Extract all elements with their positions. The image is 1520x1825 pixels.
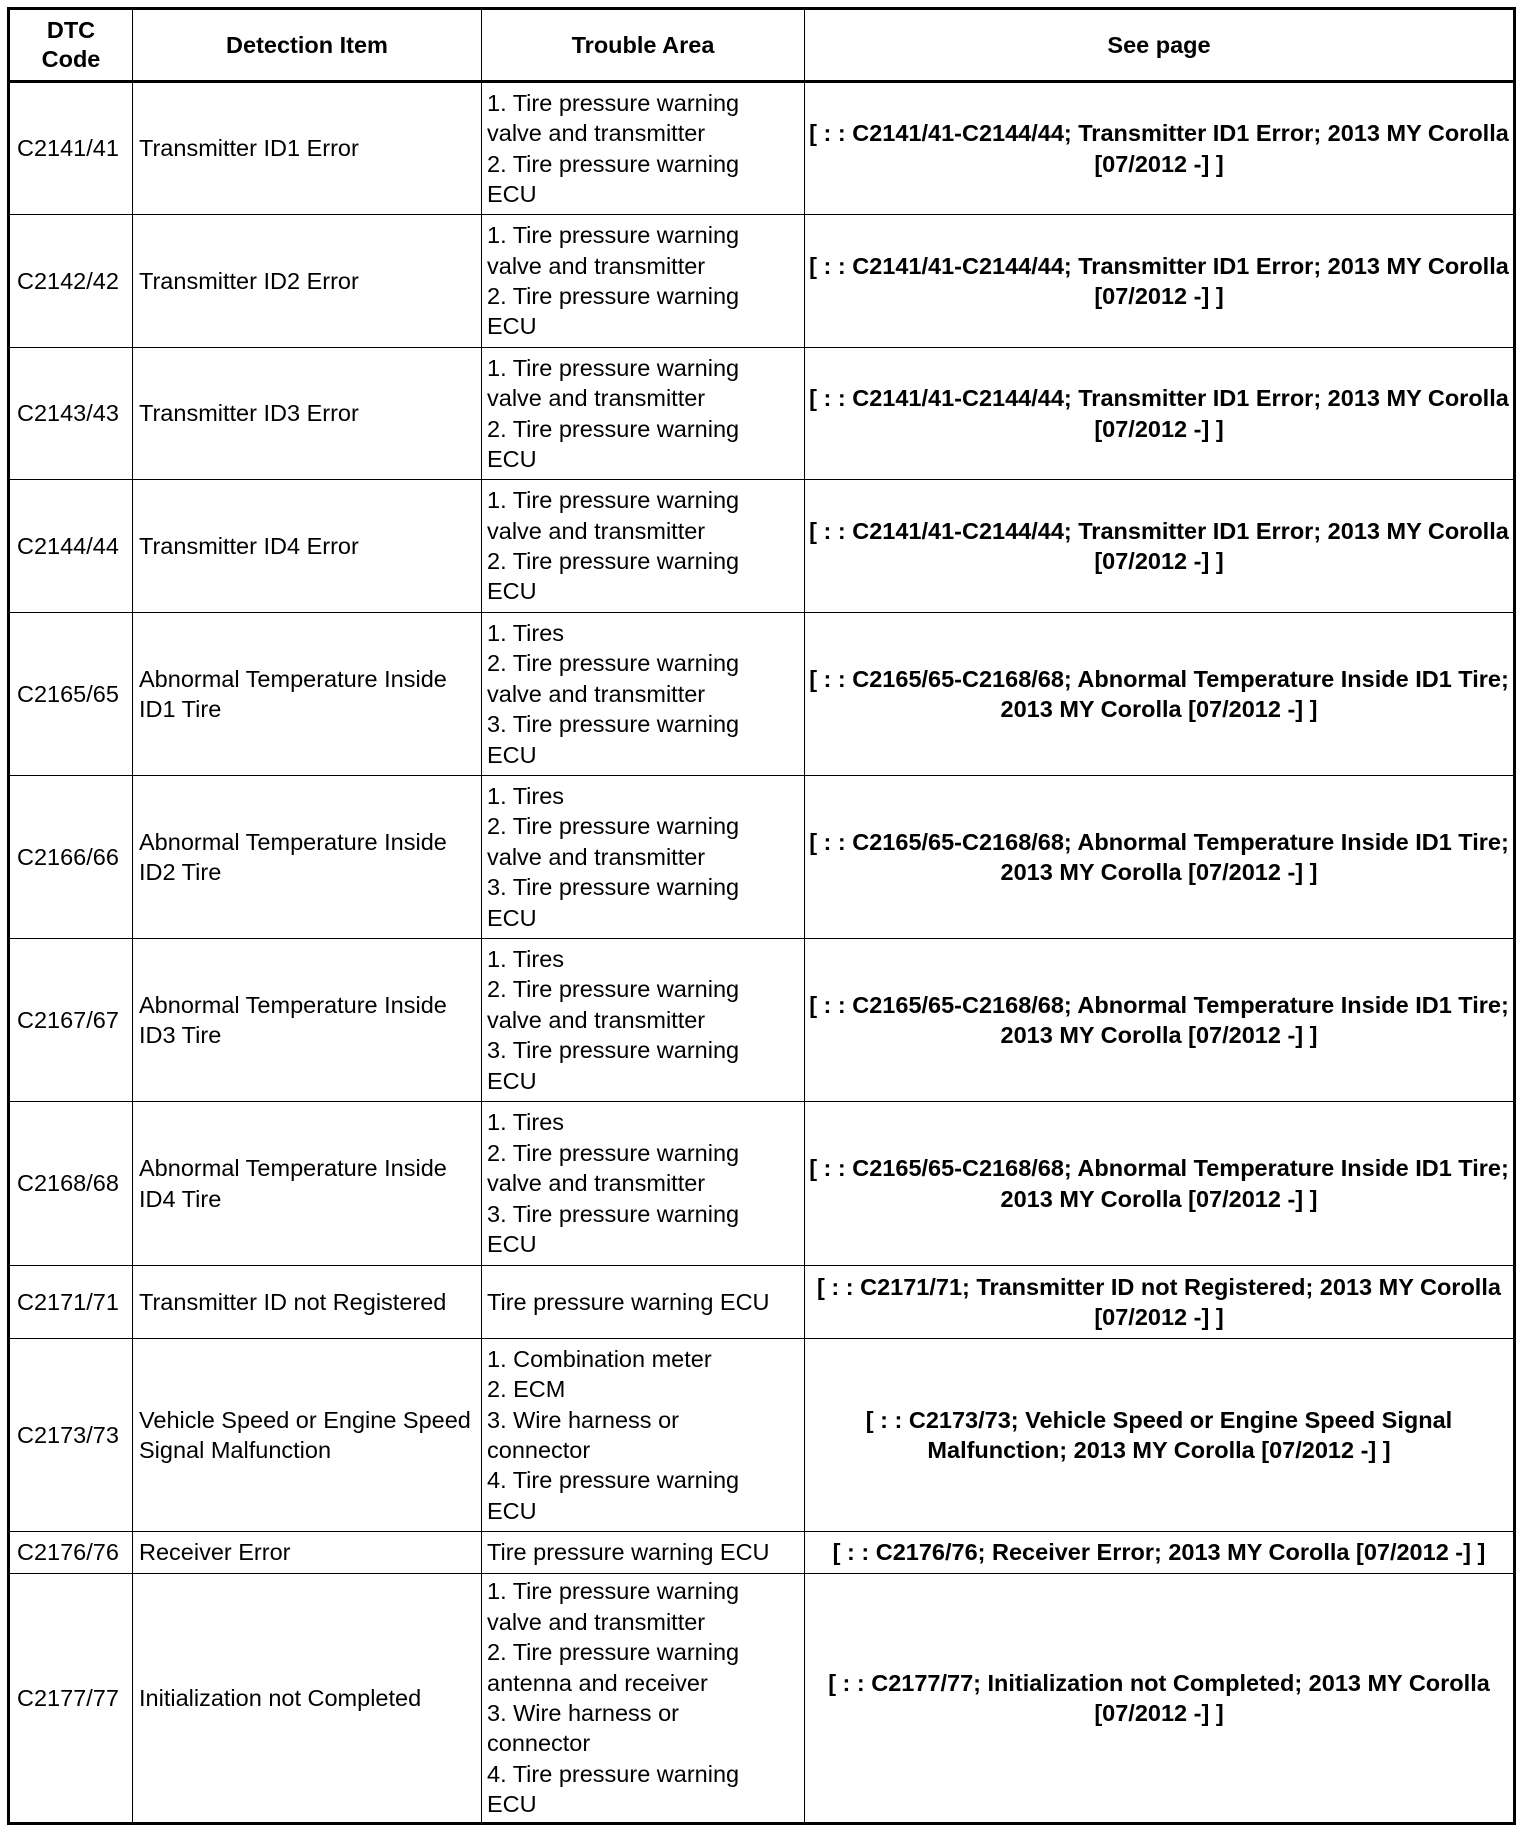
- table-row: [9, 82, 1515, 215]
- dtc-code-cell: C2167/67: [9, 939, 133, 1102]
- trouble-area-line: 4. Tire pressure warning: [487, 1467, 740, 1494]
- see-page-link[interactable]: [ : : C2177/77; Initialization not Completed; 2013 MY Corolla [07/2012 -] ]: [805, 1574, 1515, 1824]
- trouble-area-line: ECU: [487, 180, 537, 207]
- trouble-area-line: 1. Tire pressure warning: [487, 222, 740, 249]
- trouble-area-line: 1. Tire pressure warning: [487, 354, 740, 381]
- trouble-area-line: 1. Tires: [487, 619, 565, 646]
- trouble-area-cell: [482, 1532, 805, 1574]
- trouble-area-line: antenna and receiver: [487, 1669, 708, 1696]
- dtc-code-cell: C2143/43: [9, 348, 133, 480]
- trouble-area-line: 1. Tires: [487, 945, 565, 972]
- trouble-area-line: ECU: [487, 1497, 537, 1524]
- dtc-code-cell: C2141/41: [9, 82, 133, 215]
- dtc-code-cell: C2171/71: [9, 1266, 133, 1339]
- trouble-area-line: 3. Wire harness or: [487, 1700, 679, 1726]
- table-row: [9, 1266, 1515, 1339]
- trouble-area-line: 3. Tire pressure warning: [487, 1037, 740, 1064]
- detection-item-cell: Transmitter ID2 Error: [133, 215, 482, 348]
- detection-item-cell: Initialization not Completed: [133, 1574, 482, 1824]
- trouble-area-line: 3. Wire harness or: [487, 1406, 679, 1433]
- trouble-area-line: valve and transmitter: [487, 120, 706, 147]
- see-page-link[interactable]: [ : : C2165/65-C2168/68; Abnormal Temperature Inside ID1 Tire; 2013 MY Corolla [07/2012 -] ]: [805, 939, 1515, 1102]
- trouble-area-line: connector: [487, 1437, 591, 1463]
- dtc-table-body: [9, 82, 1515, 1824]
- trouble-area-line: 1. Tire pressure warning: [487, 487, 740, 514]
- trouble-area-line: valve and transmitter: [487, 385, 706, 412]
- trouble-area-line: valve and transmitter: [487, 1608, 706, 1635]
- trouble-area-line: ECU: [487, 1067, 537, 1094]
- dtc-table: [7, 7, 1516, 1825]
- header-row: [9, 9, 1515, 82]
- dtc-code-cell: C2177/77: [9, 1574, 133, 1824]
- trouble-area-line: ECU: [487, 1791, 537, 1818]
- header-see-page: See page: [805, 9, 1515, 82]
- trouble-area-line: 1. Tire pressure warning: [487, 89, 740, 116]
- trouble-area-line: 2. Tire pressure warning: [487, 150, 740, 177]
- trouble-area-line: valve and transmitter: [487, 680, 706, 707]
- trouble-area-line: 1. Tire pressure warning: [487, 1578, 740, 1605]
- detection-item-cell: Abnormal Temperature Inside ID2 Tire: [133, 776, 482, 939]
- trouble-area-line: ECU: [487, 1231, 537, 1258]
- see-page-link[interactable]: [ : : C2141/41-C2144/44; Transmitter ID1 Error; 2013 MY Corolla [07/2012 -] ]: [805, 82, 1515, 215]
- trouble-area-line: 2. Tire pressure warning: [487, 813, 740, 840]
- trouble-area-cell: [482, 1574, 805, 1824]
- dtc-code-cell: C2173/73: [9, 1339, 133, 1532]
- detection-item-cell: Transmitter ID not Registered: [133, 1266, 482, 1339]
- trouble-area-line: 3. Tire pressure warning: [487, 1200, 740, 1227]
- see-page-link[interactable]: [ : : C2141/41-C2144/44; Transmitter ID1 Error; 2013 MY Corolla [07/2012 -] ]: [805, 480, 1515, 613]
- table-row: [9, 480, 1515, 613]
- trouble-area-line: 4. Tire pressure warning: [487, 1760, 740, 1787]
- detection-item-cell: Receiver Error: [133, 1532, 482, 1574]
- dtc-code-cell: C2176/76: [9, 1532, 133, 1574]
- dtc-code-cell: C2144/44: [9, 480, 133, 613]
- table-row: [9, 1574, 1515, 1824]
- see-page-link[interactable]: [ : : C2165/65-C2168/68; Abnormal Temperature Inside ID1 Tire; 2013 MY Corolla [07/2012 -] ]: [805, 1102, 1515, 1266]
- see-page-link[interactable]: [ : : C2165/65-C2168/68; Abnormal Temperature Inside ID1 Tire; 2013 MY Corolla [07/2012 -] ]: [805, 613, 1515, 776]
- header-dtc-code-line1: DTC: [46, 17, 96, 43]
- table-row: [9, 348, 1515, 480]
- dtc-code-cell: C2165/65: [9, 613, 133, 776]
- trouble-area-line: 2. Tire pressure warning: [487, 283, 740, 309]
- table-row: [9, 215, 1515, 348]
- trouble-area-line: ECU: [487, 904, 537, 931]
- trouble-area-cell: [482, 776, 805, 939]
- trouble-area-line: valve and transmitter: [487, 252, 706, 279]
- trouble-area-line: 2. Tire pressure warning: [487, 650, 740, 677]
- header-detection-item: Detection Item: [133, 9, 482, 82]
- trouble-area-line: 3. Tire pressure warning: [487, 874, 740, 901]
- trouble-area-line: 2. Tire pressure warning: [487, 976, 740, 1003]
- trouble-area-line: 2. Tire pressure warning: [487, 548, 740, 574]
- trouble-area-line: valve and transmitter: [487, 843, 706, 870]
- trouble-area-line: 2. Tire pressure warning: [487, 1139, 740, 1166]
- header-dtc-code: [9, 9, 133, 82]
- trouble-area-cell: [482, 1102, 805, 1266]
- table-row: [9, 1339, 1515, 1532]
- trouble-area-line: Tire pressure warning ECU: [487, 1539, 770, 1566]
- trouble-area-cell: [482, 348, 805, 480]
- trouble-area-cell: [482, 939, 805, 1102]
- header-dtc-code-line2: Code: [41, 46, 101, 72]
- see-page-link[interactable]: [ : : C2165/65-C2168/68; Abnormal Temperature Inside ID1 Tire; 2013 MY Corolla [07/2012 -] ]: [805, 776, 1515, 939]
- trouble-area-cell: [482, 82, 805, 215]
- trouble-area-line: ECU: [487, 445, 537, 472]
- table-row: [9, 776, 1515, 939]
- trouble-area-line: 3. Tire pressure warning: [487, 711, 740, 738]
- see-page-link[interactable]: [ : : C2171/71; Transmitter ID not Registered; 2013 MY Corolla [07/2012 -] ]: [805, 1266, 1515, 1339]
- detection-item-cell: Abnormal Temperature Inside ID4 Tire: [133, 1102, 482, 1266]
- dtc-code-cell: C2168/68: [9, 1102, 133, 1266]
- trouble-area-cell: [482, 613, 805, 776]
- detection-item-cell: Abnormal Temperature Inside ID3 Tire: [133, 939, 482, 1102]
- dtc-code-cell: C2166/66: [9, 776, 133, 939]
- trouble-area-line: Tire pressure warning ECU: [487, 1288, 770, 1315]
- see-page-link[interactable]: [ : : C2141/41-C2144/44; Transmitter ID1 Error; 2013 MY Corolla [07/2012 -] ]: [805, 215, 1515, 348]
- trouble-area-line: 1. Tires: [487, 782, 565, 809]
- dtc-code-cell: C2142/42: [9, 215, 133, 348]
- trouble-area-cell: [482, 1339, 805, 1532]
- trouble-area-cell: [482, 215, 805, 348]
- detection-item-cell: Transmitter ID4 Error: [133, 480, 482, 613]
- table-row: [9, 613, 1515, 776]
- header-trouble-area: Trouble Area: [482, 9, 805, 82]
- table-row: [9, 939, 1515, 1102]
- detection-item-cell: Vehicle Speed or Engine Speed Signal Malfunction: [133, 1339, 482, 1532]
- trouble-area-line: valve and transmitter: [487, 517, 706, 544]
- trouble-area-line: valve and transmitter: [487, 1006, 706, 1033]
- see-page-link[interactable]: [ : : C2176/76; Receiver Error; 2013 MY Corolla [07/2012 -] ]: [805, 1532, 1515, 1574]
- trouble-area-line: 2. Tire pressure warning: [487, 415, 740, 442]
- trouble-area-cell: [482, 1266, 805, 1339]
- table-row: [9, 1102, 1515, 1266]
- trouble-area-line: 2. Tire pressure warning: [487, 1639, 740, 1666]
- trouble-area-line: ECU: [487, 578, 537, 605]
- trouble-area-line: ECU: [487, 741, 537, 768]
- see-page-link[interactable]: [ : : C2173/73; Vehicle Speed or Engine Speed Signal Malfunction; 2013 MY Corolla [07/2012 -] ]: [805, 1339, 1515, 1532]
- trouble-area-line: 2. ECM: [487, 1376, 566, 1403]
- trouble-area-line: ECU: [487, 313, 537, 340]
- detection-item-cell: Transmitter ID3 Error: [133, 348, 482, 480]
- trouble-area-line: 1. Combination meter: [487, 1345, 712, 1372]
- detection-item-cell: Abnormal Temperature Inside ID1 Tire: [133, 613, 482, 776]
- trouble-area-line: 1. Tires: [487, 1109, 565, 1136]
- trouble-area-cell: [482, 480, 805, 613]
- trouble-area-line: valve and transmitter: [487, 1170, 706, 1197]
- see-page-link[interactable]: [ : : C2141/41-C2144/44; Transmitter ID1 Error; 2013 MY Corolla [07/2012 -] ]: [805, 348, 1515, 480]
- trouble-area-line: connector: [487, 1730, 591, 1757]
- detection-item-cell: Transmitter ID1 Error: [133, 82, 482, 215]
- table-row: [9, 1532, 1515, 1574]
